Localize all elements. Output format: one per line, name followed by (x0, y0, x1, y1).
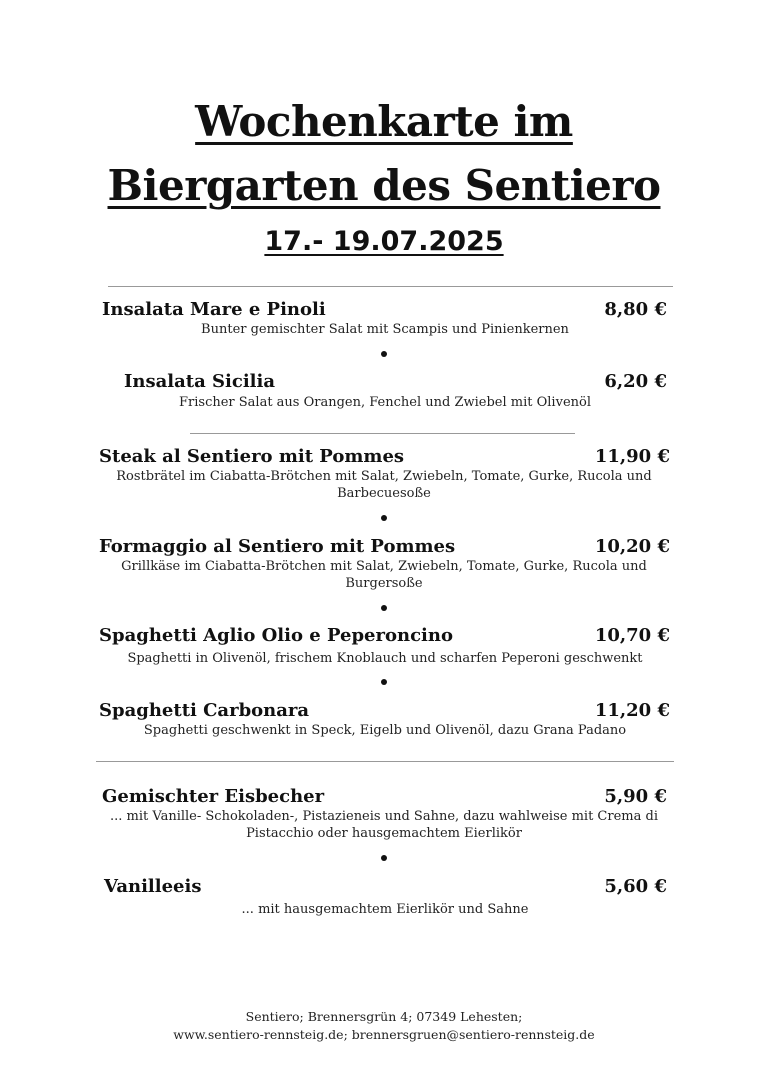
separator-dot (381, 515, 387, 521)
menu-item-description: Rostbrätel im Ciabatta-Brötchen mit Salat, Zwiebeln, Tomate, Gurke, Rucola und Barbecuesoße (116, 469, 652, 501)
separator-dot (381, 605, 387, 611)
title-line-1: Wochenkarte im (195, 97, 573, 146)
menu-item-description: Frischer Salat aus Orangen, Fenchel und Zwiebel mit Olivenöl (179, 395, 591, 410)
menu-item-name: Formaggio al Sentiero mit Pommes (99, 536, 456, 557)
menu-item-price: 10,70 € (594, 625, 670, 646)
menu-item-price: 11,20 € (594, 700, 670, 721)
menu-item-price: 11,90 € (594, 446, 670, 467)
menu-item-name: Steak al Sentiero mit Pommes (99, 446, 405, 467)
separator-dot (381, 351, 387, 357)
menu-item-price: 8,80 € (604, 299, 667, 320)
menu-item-description: ... mit hausgemachtem Eierlikör und Sahne (241, 902, 529, 917)
footer-address: Sentiero; Brennersgrün 4; 07349 Lehesten; (245, 1009, 523, 1024)
menu-item-name: Spaghetti Aglio Olio e Peperoncino (99, 625, 453, 646)
date-range: 17.- 19.07.2025 (264, 226, 504, 257)
separator-dot (381, 855, 387, 861)
menu-item-name: Insalata Sicilia (124, 371, 276, 392)
menu-item-price: 6,20 € (604, 371, 667, 392)
divider (108, 286, 673, 287)
menu-item-price: 10,20 € (594, 536, 670, 557)
menu-item-description: Bunter gemischter Salat mit Scampis und Pinienkernen (201, 322, 569, 337)
divider (96, 761, 674, 762)
menu-item-price: 5,90 € (604, 786, 667, 807)
menu-item-price: 5,60 € (604, 876, 667, 897)
menu-item-name: Spaghetti Carbonara (99, 700, 310, 721)
menu-item-name: Gemischter Eisbecher (102, 786, 325, 807)
separator-dot (381, 679, 387, 685)
menu-item-name: Vanilleeis (104, 876, 202, 897)
menu-item-description: Spaghetti geschwenkt in Speck, Eigelb und Olivenöl, dazu Grana Padano (143, 723, 627, 738)
menu-item-description: Spaghetti in Olivenöl, frischem Knoblauch und scharfen Peperoni geschwenkt (127, 651, 643, 666)
title-line-2: Biergarten des Sentiero (107, 161, 661, 210)
divider (190, 433, 575, 434)
menu-item-description: ... mit Vanille- Schokoladen-, Pistazieneis und Sahne, dazu wahlweise mit Crema di Pistacchio oder hausgemachtem Eierlikör (110, 809, 658, 841)
footer-contact: www.sentiero-rennsteig.de; brennersgruen@sentiero-rennsteig.de (173, 1027, 595, 1042)
menu-item-description: Grillkäse im Ciabatta-Brötchen mit Salat, Zwiebeln, Tomate, Gurke, Rucola und Burgersoße (121, 559, 647, 591)
menu-item-name: Insalata Mare e Pinoli (102, 299, 326, 320)
